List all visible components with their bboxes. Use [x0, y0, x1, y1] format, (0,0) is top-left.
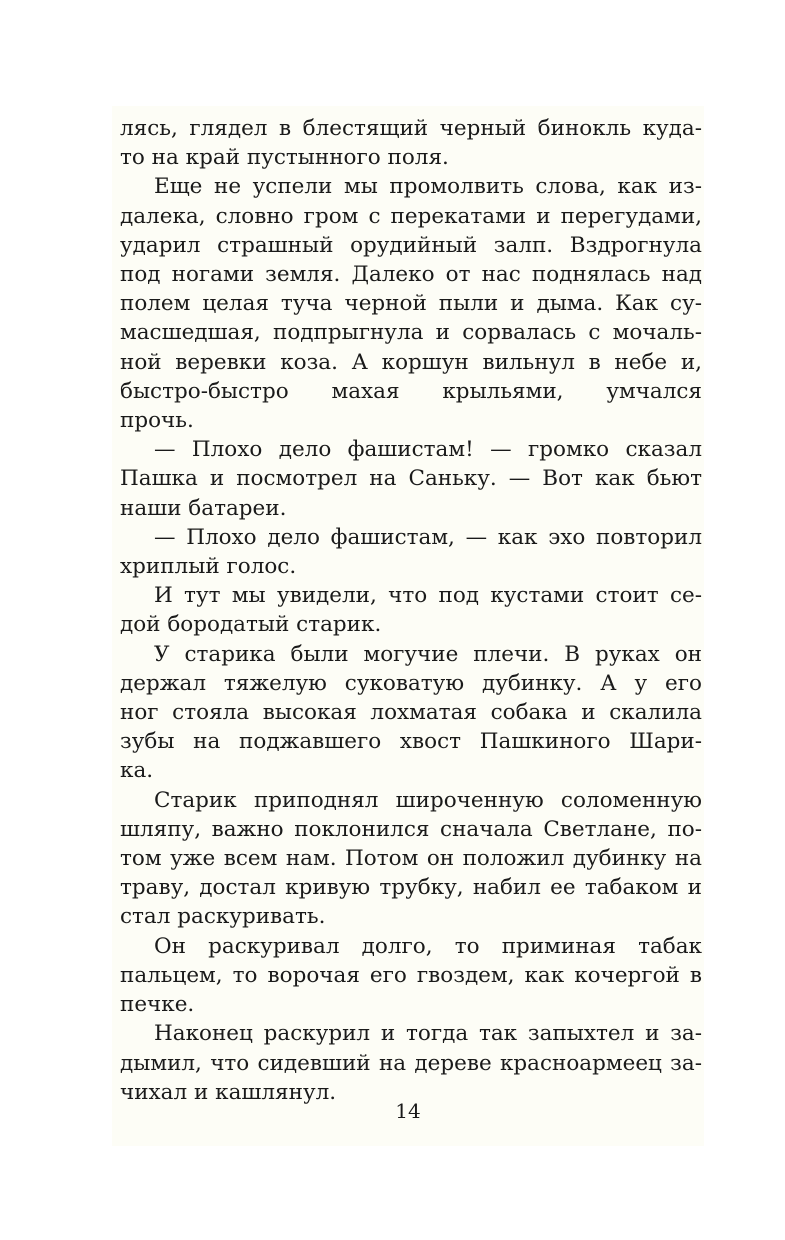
text-line: то на край пустынного поля. [120, 145, 449, 171]
text-line: быстро-быстро махая крыльями, умчался [120, 378, 702, 404]
text-line: зубы на поджавшего хвост Пашкиного Шари- [120, 729, 702, 755]
text-line: под ногами земля. Далеко от нас поднялась над [120, 262, 702, 288]
text-line: Он раскуривал долго, то приминая табак [154, 933, 702, 959]
text-line: том уже всем нам. Потом он положил дубинку на [120, 846, 702, 872]
body-text [120, 114, 702, 1107]
paragraph [120, 172, 702, 435]
text-line: ног стояла высокая лохматая собака и скалила [120, 700, 702, 726]
page-number: 14 [395, 1099, 421, 1123]
text-line: дой бородатый старик. [120, 612, 382, 638]
text-line: Пашка и посмотрел на Саньку. — Вот как бьют [120, 466, 702, 492]
text-line: У старика были могучие плечи. В руках он [154, 641, 702, 667]
text-line: шляпу, важно поклонился сначала Светлане, по- [120, 816, 702, 842]
text-line: пальцем, то ворочая его гвоздем, как кочергой в [120, 962, 702, 988]
text-line: — Плохо дело фашистам! — громко сказал [154, 437, 702, 463]
text-line: Старик приподнял широченную соломенную [154, 787, 702, 813]
text-line: печке. [120, 992, 195, 1018]
paragraph [120, 114, 702, 172]
text-line: масшедшая, подпрыгнула и сорвалась с мочаль- [120, 320, 702, 346]
paragraph [120, 523, 702, 581]
text-line: траву, достал кривую трубку, набил ее табаком и [120, 875, 702, 901]
text-line: ной веревки коза. А коршун вильнул в небе и, [120, 349, 702, 375]
text-line: Наконец раскурил и тогда так запыхтел и за- [154, 1021, 702, 1047]
paragraph [120, 435, 702, 523]
paragraph [120, 1019, 702, 1107]
paragraph [120, 932, 702, 1020]
text-line: наши батареи. [120, 495, 287, 521]
text-line: полем целая туча черной пыли и дыма. Как су- [120, 291, 702, 317]
text-line: — Плохо дело фашистам, — как эхо повторил [154, 524, 702, 550]
text-line: И тут мы увидели, что под кустами стоит се- [154, 583, 702, 609]
paragraph [120, 640, 702, 786]
text-line: чихал и кашлянул. [120, 1079, 337, 1105]
text-line: прочь. [120, 408, 194, 434]
text-line: стал раскуривать. [120, 904, 326, 930]
text-line: далека, словно гром с перекатами и перегудами, [120, 203, 702, 229]
text-line: ка. [120, 758, 154, 784]
paragraph [120, 581, 702, 639]
book-page [112, 106, 704, 1146]
text-line: лясь, глядел в блестящий черный бинокль куда- [120, 116, 702, 141]
paragraph [120, 786, 702, 932]
text-line: держал тяжелую суковатую дубинку. А у его [120, 670, 702, 696]
text-line: ударил страшный орудийный залп. Вздрогнула [120, 232, 702, 258]
text-line: хриплый голос. [120, 554, 297, 580]
text-line: дымил, что сидевший на дереве красноармеец за- [120, 1050, 702, 1076]
text-line: Еще не успели мы промолвить слова, как из- [154, 174, 702, 200]
